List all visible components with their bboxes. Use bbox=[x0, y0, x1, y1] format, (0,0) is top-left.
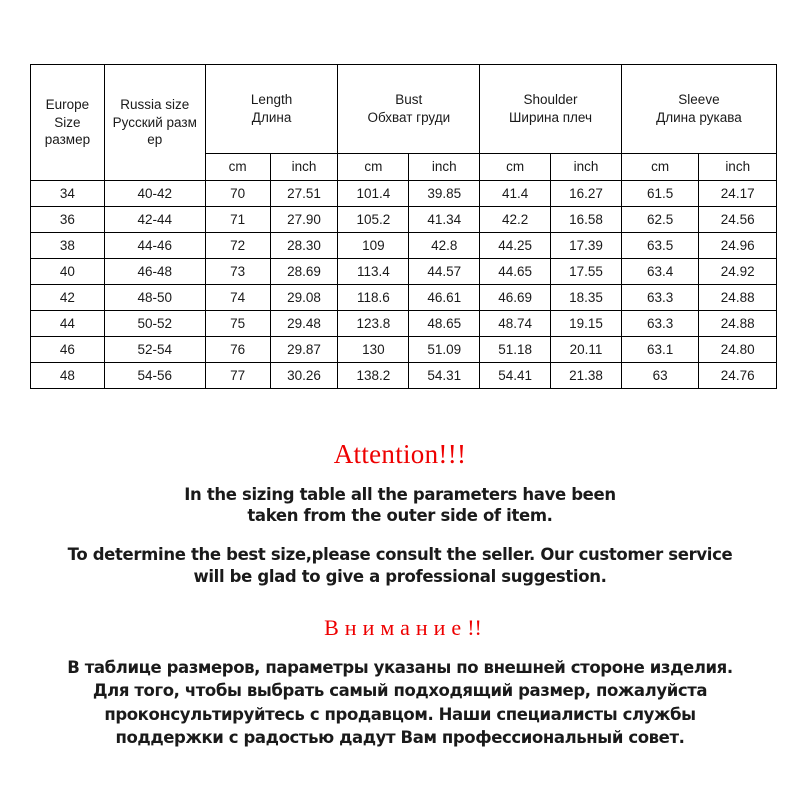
size-chart-table bbox=[30, 64, 777, 389]
header-line: Длина bbox=[251, 110, 292, 125]
notice-line: Для того, чтобы выбрать самый подходящий размер, пожалуйста bbox=[92, 681, 708, 701]
cell-length-cm: 74 bbox=[205, 285, 270, 311]
header-line: Length bbox=[250, 92, 293, 108]
cell-shoulder-inch: 16.58 bbox=[551, 207, 622, 233]
cell-russia-size: 42-44 bbox=[104, 207, 205, 233]
cell-bust-cm: 118.6 bbox=[338, 285, 409, 311]
column-header-length bbox=[205, 65, 338, 154]
cell-sleeve-inch: 24.76 bbox=[699, 363, 777, 389]
header-line: Обхват груди bbox=[367, 110, 451, 125]
cell-bust-inch: 41.34 bbox=[409, 207, 480, 233]
notice-line: To determine the best size,please consult the seller. Our customer service bbox=[67, 545, 733, 565]
size-chart-container bbox=[30, 64, 777, 389]
cell-length-cm: 70 bbox=[205, 181, 270, 207]
cell-length-inch: 29.87 bbox=[270, 337, 338, 363]
cell-shoulder-cm: 46.69 bbox=[480, 285, 551, 311]
cell-sleeve-cm: 63.4 bbox=[621, 259, 699, 285]
notice-section bbox=[0, 440, 800, 750]
cell-russia-size: 52-54 bbox=[104, 337, 205, 363]
cell-length-inch: 29.48 bbox=[270, 311, 338, 337]
header-line: Russia size bbox=[120, 96, 190, 112]
table-row bbox=[31, 207, 777, 233]
spacer bbox=[0, 527, 800, 544]
unit-header-length-inch: inch bbox=[270, 154, 338, 181]
cell-shoulder-inch: 19.15 bbox=[551, 311, 622, 337]
cell-bust-cm: 101.4 bbox=[338, 181, 409, 207]
cell-bust-cm: 123.8 bbox=[338, 311, 409, 337]
cell-russia-size: 54-56 bbox=[104, 363, 205, 389]
cell-bust-inch: 42.8 bbox=[409, 233, 480, 259]
cell-shoulder-cm: 44.65 bbox=[480, 259, 551, 285]
header-line: Shoulder bbox=[523, 92, 578, 108]
cell-europe-size: 40 bbox=[31, 259, 105, 285]
cell-sleeve-inch: 24.96 bbox=[699, 233, 777, 259]
cell-russia-size: 44-46 bbox=[104, 233, 205, 259]
unit-header-sleeve-cm: cm bbox=[621, 154, 699, 181]
table-header-row-groups bbox=[31, 65, 777, 154]
cell-length-inch: 28.69 bbox=[270, 259, 338, 285]
cell-bust-cm: 130 bbox=[338, 337, 409, 363]
cell-europe-size: 42 bbox=[31, 285, 105, 311]
cell-sleeve-inch: 24.88 bbox=[699, 285, 777, 311]
cell-shoulder-cm: 44.25 bbox=[480, 233, 551, 259]
cell-shoulder-cm: 42.2 bbox=[480, 207, 551, 233]
notice-body-en bbox=[0, 484, 800, 528]
cell-length-inch: 30.26 bbox=[270, 363, 338, 389]
cell-bust-cm: 109 bbox=[338, 233, 409, 259]
header-line: Русский разм bbox=[112, 114, 197, 130]
cell-shoulder-inch: 20.11 bbox=[551, 337, 622, 363]
cell-bust-inch: 44.57 bbox=[409, 259, 480, 285]
table-row bbox=[31, 363, 777, 389]
table-row bbox=[31, 259, 777, 285]
table-row bbox=[31, 181, 777, 207]
cell-russia-size: 46-48 bbox=[104, 259, 205, 285]
cell-shoulder-cm: 48.74 bbox=[480, 311, 551, 337]
notice-line: В таблице размеров, параметры указаны по внешней стороне изделия. bbox=[67, 657, 733, 677]
notice-body-en-2 bbox=[0, 544, 800, 588]
table-row bbox=[31, 233, 777, 259]
cell-bust-inch: 39.85 bbox=[409, 181, 480, 207]
notice-line: will be glad to give a professional suggestion. bbox=[193, 566, 607, 586]
cell-europe-size: 44 bbox=[31, 311, 105, 337]
cell-length-inch: 27.90 bbox=[270, 207, 338, 233]
header-line: ер bbox=[147, 132, 163, 148]
cell-russia-size: 48-50 bbox=[104, 285, 205, 311]
table-row bbox=[31, 285, 777, 311]
cell-europe-size: 36 bbox=[31, 207, 105, 233]
column-header-bust bbox=[338, 65, 480, 154]
notice-line: проконсультируйтесь с продавцом. Наши специалисты службы bbox=[104, 704, 696, 724]
cell-shoulder-inch: 17.55 bbox=[551, 259, 622, 285]
attention-heading-en: Attention!!! bbox=[333, 439, 467, 469]
cell-bust-inch: 54.31 bbox=[409, 363, 480, 389]
cell-length-cm: 71 bbox=[205, 207, 270, 233]
cell-shoulder-inch: 21.38 bbox=[551, 363, 622, 389]
column-header-europe-size bbox=[31, 65, 105, 181]
cell-length-inch: 29.08 bbox=[270, 285, 338, 311]
unit-header-sleeve-inch: inch bbox=[699, 154, 777, 181]
column-header-sleeve bbox=[621, 65, 776, 154]
attention-ru-bangs: !! bbox=[467, 614, 482, 640]
table-body bbox=[31, 181, 777, 389]
cell-bust-cm: 113.4 bbox=[338, 259, 409, 285]
header-line: Size bbox=[54, 114, 81, 130]
cell-length-cm: 77 bbox=[205, 363, 270, 389]
header-line: Ширина плеч bbox=[509, 110, 593, 125]
cell-length-inch: 27.51 bbox=[270, 181, 338, 207]
cell-sleeve-inch: 24.17 bbox=[699, 181, 777, 207]
table-row bbox=[31, 311, 777, 337]
header-line: Длина рукава bbox=[656, 110, 742, 125]
notice-line: taken from the outer side of item. bbox=[247, 506, 553, 526]
cell-shoulder-cm: 41.4 bbox=[480, 181, 551, 207]
cell-shoulder-inch: 16.27 bbox=[551, 181, 622, 207]
cell-sleeve-cm: 63 bbox=[621, 363, 699, 389]
cell-europe-size: 34 bbox=[31, 181, 105, 207]
cell-europe-size: 48 bbox=[31, 363, 105, 389]
cell-sleeve-cm: 63.1 bbox=[621, 337, 699, 363]
cell-sleeve-cm: 63.3 bbox=[621, 285, 699, 311]
cell-sleeve-inch: 24.80 bbox=[699, 337, 777, 363]
table-row bbox=[31, 337, 777, 363]
cell-shoulder-cm: 54.41 bbox=[480, 363, 551, 389]
header-line: Sleeve bbox=[678, 92, 720, 108]
unit-header-shoulder-cm: cm bbox=[480, 154, 551, 181]
cell-length-cm: 73 bbox=[205, 259, 270, 285]
cell-bust-inch: 51.09 bbox=[409, 337, 480, 363]
unit-header-bust-inch: inch bbox=[409, 154, 480, 181]
cell-length-inch: 28.30 bbox=[270, 233, 338, 259]
attention-ru-letters: Внимание bbox=[324, 614, 468, 640]
attention-heading-ru bbox=[0, 616, 800, 640]
cell-europe-size: 46 bbox=[31, 337, 105, 363]
header-line: Europe bbox=[45, 96, 90, 112]
cell-sleeve-cm: 63.5 bbox=[621, 233, 699, 259]
column-header-russia-size bbox=[104, 65, 205, 181]
cell-bust-inch: 48.65 bbox=[409, 311, 480, 337]
cell-sleeve-cm: 63.3 bbox=[621, 311, 699, 337]
cell-russia-size: 50-52 bbox=[104, 311, 205, 337]
cell-sleeve-inch: 24.56 bbox=[699, 207, 777, 233]
spacer bbox=[0, 588, 800, 616]
unit-header-bust-cm: cm bbox=[338, 154, 409, 181]
header-line: размер bbox=[44, 132, 91, 148]
cell-shoulder-cm: 51.18 bbox=[480, 337, 551, 363]
cell-length-cm: 75 bbox=[205, 311, 270, 337]
cell-bust-inch: 46.61 bbox=[409, 285, 480, 311]
cell-sleeve-inch: 24.92 bbox=[699, 259, 777, 285]
cell-sleeve-cm: 62.5 bbox=[621, 207, 699, 233]
notice-line: поддержки с радостью дадут Вам профессиональный совет. bbox=[115, 728, 685, 748]
cell-length-cm: 76 bbox=[205, 337, 270, 363]
cell-shoulder-inch: 17.39 bbox=[551, 233, 622, 259]
notice-body-ru bbox=[0, 656, 800, 750]
cell-sleeve-inch: 24.88 bbox=[699, 311, 777, 337]
table-header bbox=[31, 65, 777, 181]
header-line: Bust bbox=[395, 92, 423, 108]
cell-shoulder-inch: 18.35 bbox=[551, 285, 622, 311]
cell-sleeve-cm: 61.5 bbox=[621, 181, 699, 207]
cell-europe-size: 38 bbox=[31, 233, 105, 259]
cell-bust-cm: 105.2 bbox=[338, 207, 409, 233]
unit-header-length-cm: cm bbox=[205, 154, 270, 181]
cell-length-cm: 72 bbox=[205, 233, 270, 259]
unit-header-shoulder-inch: inch bbox=[551, 154, 622, 181]
column-header-shoulder bbox=[480, 65, 622, 154]
notice-line: In the sizing table all the parameters have been bbox=[184, 484, 616, 504]
cell-russia-size: 40-42 bbox=[104, 181, 205, 207]
cell-bust-cm: 138.2 bbox=[338, 363, 409, 389]
